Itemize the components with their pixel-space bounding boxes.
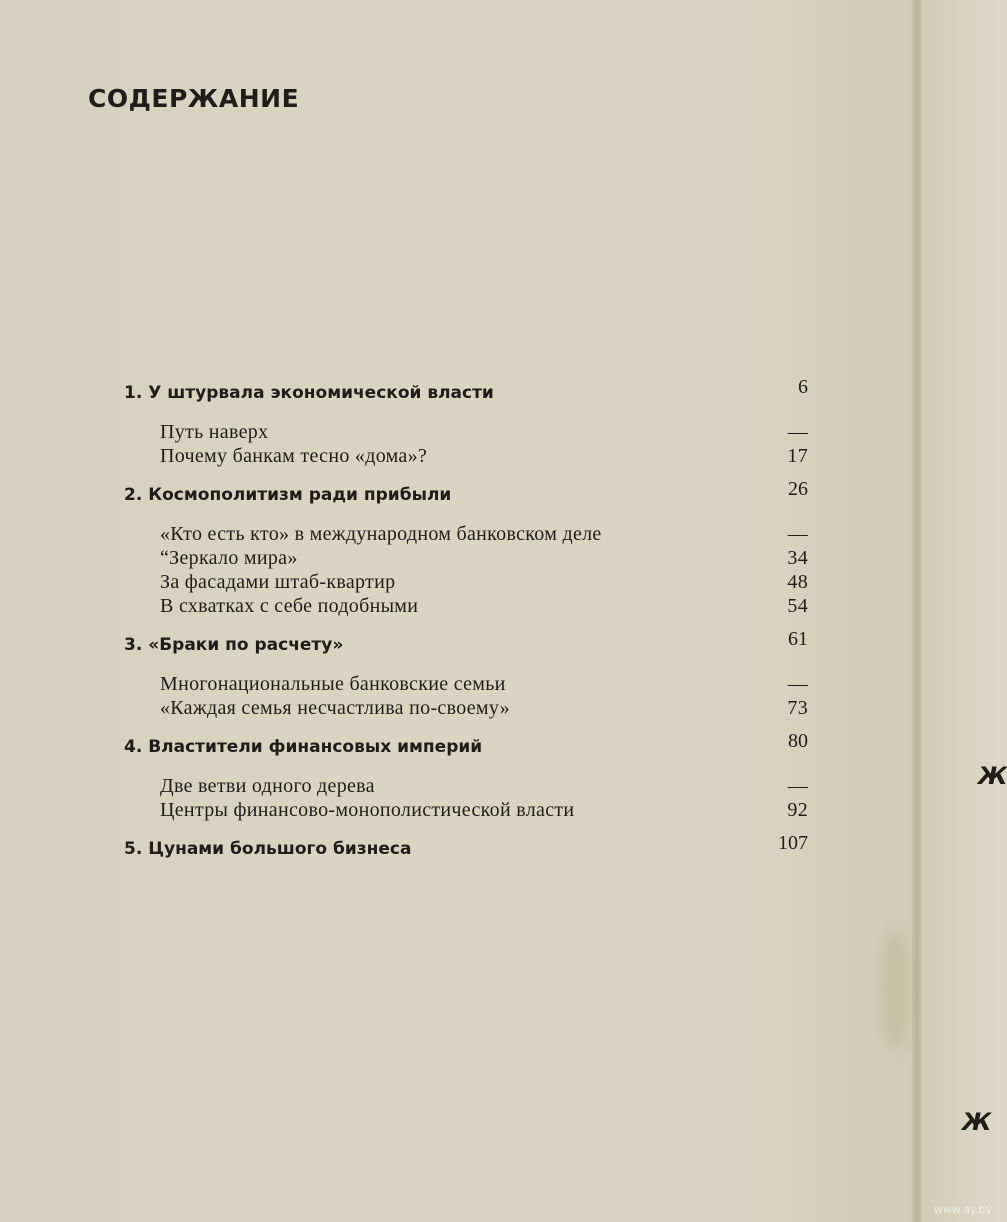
section-entry	[124, 546, 808, 570]
adjacent-page-letter: Ж	[962, 1108, 992, 1136]
chapter-title	[124, 380, 494, 406]
paper-stain	[880, 930, 910, 1050]
section-entry	[124, 774, 808, 798]
section-entry	[124, 522, 808, 546]
section-title: Две ветви одного дерева	[160, 775, 375, 797]
chapter-name: У штурвала экономической власти	[148, 383, 494, 403]
section-list	[124, 774, 808, 822]
chapter-entry	[124, 628, 808, 658]
section-entry	[124, 444, 808, 468]
section-title: Почему банкам тесно «дома»?	[160, 445, 428, 467]
chapter-page-number: 107	[778, 832, 808, 854]
chapter-entry	[124, 730, 808, 760]
section-page-number: 54	[787, 595, 808, 617]
chapter-page-number: 6	[798, 376, 808, 398]
section-page-number: 17	[787, 445, 808, 467]
chapter-title	[124, 632, 343, 658]
chapter-number: 2.	[124, 485, 143, 505]
section-title: Многонациональные банковские семьи	[160, 673, 506, 695]
section-list	[124, 420, 808, 468]
chapter-name: Космополитизм ради прибыли	[148, 485, 452, 505]
section-page-number: 34	[787, 547, 808, 569]
book-gutter	[912, 0, 922, 1222]
chapter-number: 1.	[124, 383, 143, 403]
adjacent-page-letter: Ж	[978, 762, 1007, 790]
section-title: Путь наверх	[160, 421, 269, 443]
section-page-number: —	[787, 673, 808, 695]
adjacent-page	[922, 0, 1000, 1222]
section-page-number: —	[787, 523, 808, 545]
section-entry	[124, 570, 808, 594]
section-page-number: —	[787, 775, 808, 797]
section-page-number: 73	[787, 697, 808, 719]
chapter-name: «Браки по расчету»	[148, 635, 344, 655]
section-list	[124, 672, 808, 720]
section-list	[124, 522, 808, 618]
section-page-number: 48	[787, 571, 808, 593]
table-of-contents	[124, 376, 808, 862]
section-title: «Каждая семья несчастлива по-своему»	[160, 697, 510, 719]
watermark-text: www.ay.by	[933, 1203, 992, 1216]
section-title: В схватках с себе подобными	[160, 595, 419, 617]
section-entry	[124, 798, 808, 822]
section-page-number: —	[787, 421, 808, 443]
chapter-page-number: 80	[788, 730, 808, 752]
section-title: “Зеркало мира»	[160, 547, 298, 569]
section-entry	[124, 594, 808, 618]
chapter-entry	[124, 376, 808, 406]
section-page-number: 92	[787, 799, 808, 821]
chapter-number: 3.	[124, 635, 143, 655]
chapter-title	[124, 836, 411, 862]
section-title: За фасадами штаб-квартир	[160, 571, 396, 593]
chapter-number: 5.	[124, 839, 143, 859]
chapter-number: 4.	[124, 737, 143, 757]
chapter-title	[124, 734, 482, 760]
chapter-name: Властители финансовых империй	[148, 737, 483, 757]
chapter-page-number: 61	[788, 628, 808, 650]
section-entry	[124, 696, 808, 720]
section-title: «Кто есть кто» в международном банковском деле	[160, 523, 602, 545]
chapter-page-number: 26	[788, 478, 808, 500]
page-title: СОДЕРЖАНИЕ	[88, 84, 300, 113]
chapter-entry	[124, 478, 808, 508]
chapter-entry	[124, 832, 808, 862]
section-title: Центры финансово-монополистической власти	[160, 799, 575, 821]
chapter-name: Цунами большого бизнеса	[148, 839, 412, 859]
section-entry	[124, 420, 808, 444]
section-entry	[124, 672, 808, 696]
chapter-title	[124, 482, 451, 508]
